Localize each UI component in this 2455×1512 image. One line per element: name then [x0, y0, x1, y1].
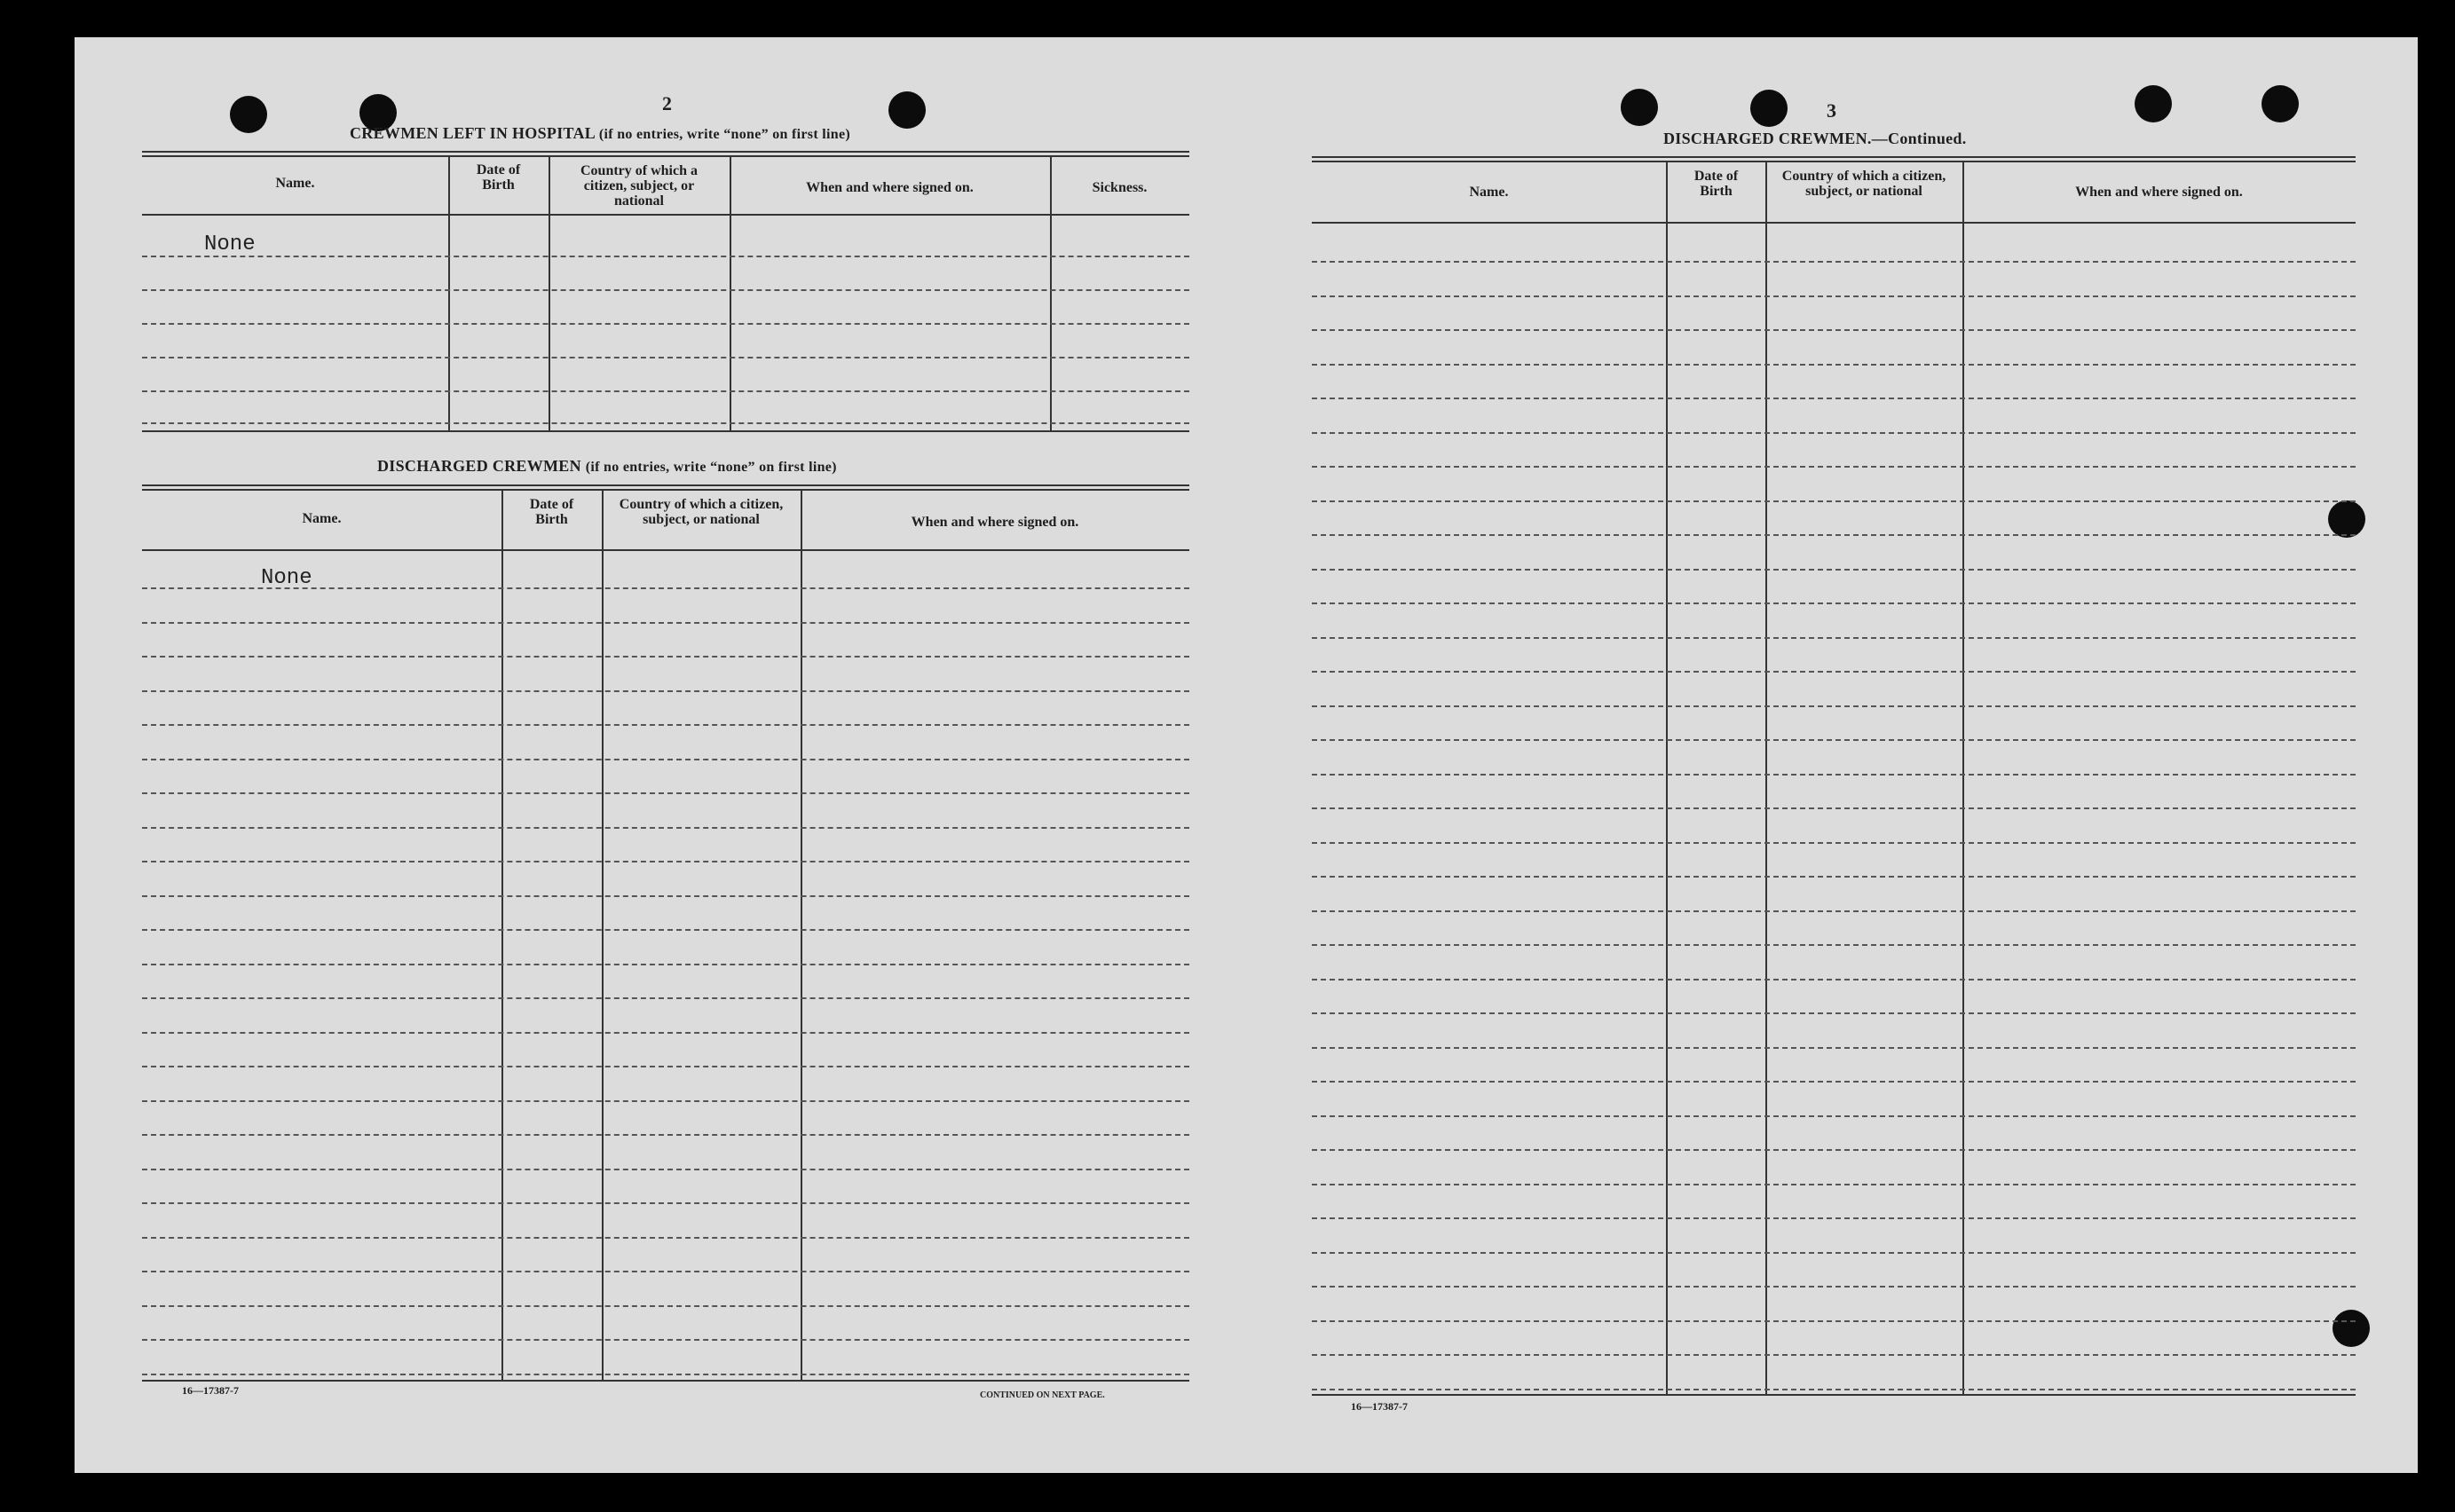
entry-line	[1312, 1115, 2356, 1117]
column-header-signed-on: When and where signed on.	[911, 515, 1079, 530]
entry-line	[1312, 705, 2356, 707]
column-header-name: Name.	[302, 511, 342, 526]
column-header-name: Name.	[275, 176, 315, 191]
hospital-section-title	[350, 124, 850, 143]
form-sheet	[75, 37, 2418, 1473]
rule	[142, 151, 1189, 153]
entry-line	[1312, 979, 2356, 980]
rule	[142, 430, 1189, 432]
entry-line	[1312, 1012, 2356, 1014]
column-divider	[448, 157, 450, 430]
entry-line	[1312, 329, 2356, 331]
entry-line	[1312, 1184, 2356, 1185]
rule	[1312, 222, 2356, 224]
column-divider	[549, 157, 550, 430]
entry-line	[1312, 1389, 2356, 1390]
discharged-continued-title	[1663, 130, 1967, 148]
punch-hole	[230, 96, 267, 133]
entry-line	[142, 1271, 1189, 1272]
entry-line	[142, 759, 1189, 760]
punch-hole	[2262, 85, 2299, 122]
entry-line	[1312, 1047, 2356, 1049]
entry-line	[142, 997, 1189, 999]
column-header-date-of-birth: Date of Birth	[476, 162, 521, 193]
page-number: 2	[662, 92, 672, 114]
entry-line	[1312, 295, 2356, 297]
entry-line	[142, 1202, 1189, 1204]
rule	[142, 214, 1189, 216]
entry-line	[1312, 637, 2356, 639]
entry-line	[1312, 569, 2356, 571]
entry-line	[1312, 602, 2356, 604]
entry-line	[142, 256, 1189, 257]
entry-line	[1312, 1252, 2356, 1254]
entry-line	[1312, 739, 2356, 741]
entry-line	[1312, 807, 2356, 809]
entry-line	[142, 964, 1189, 965]
entry-line	[142, 895, 1189, 897]
entry-line	[142, 827, 1189, 829]
entry-line	[1312, 671, 2356, 673]
entry-line	[1312, 1081, 2356, 1083]
entry-line	[142, 622, 1189, 624]
entry-line	[1312, 364, 2356, 366]
column-header-country: Country of which a citizen, subject, or national	[580, 163, 698, 209]
rule	[142, 484, 1189, 486]
column-header-country: Country of which a citizen, subject, or national	[1781, 169, 1946, 199]
column-divider	[730, 157, 731, 430]
entry-line	[1312, 466, 2356, 468]
entry-line	[142, 792, 1189, 794]
entry-line	[142, 1066, 1189, 1067]
entry-line	[1312, 944, 2356, 946]
rule	[1312, 156, 2356, 158]
section-title-suffix: —Continued.	[1871, 130, 1967, 147]
entry-line	[142, 357, 1189, 358]
rule	[142, 489, 1189, 491]
entry-line	[142, 1100, 1189, 1102]
column-divider	[501, 491, 503, 1382]
entry-line	[142, 1339, 1189, 1341]
form-number: 16—17387-7	[1351, 1400, 1408, 1413]
entry-line	[1312, 500, 2356, 502]
page-number: 3	[1827, 99, 1836, 122]
continued-note: CONTINUED ON NEXT PAGE.	[980, 1390, 1105, 1400]
entry-line	[142, 690, 1189, 692]
entry-line	[1312, 398, 2356, 399]
rule	[142, 549, 1189, 551]
entry-line	[142, 390, 1189, 392]
rule	[1312, 161, 2356, 162]
punch-hole	[2333, 1310, 2370, 1347]
rule	[142, 155, 1189, 157]
column-header-name: Name.	[1469, 185, 1509, 200]
column-header-date-of-birth: Date of Birth	[1693, 169, 1739, 199]
punch-hole	[2328, 500, 2365, 538]
entry-line	[1312, 1217, 2356, 1219]
section-instruction: (if no entries, write “none” on first line)	[585, 460, 837, 475]
discharged-entry: None	[261, 566, 312, 590]
entry-line	[1312, 1286, 2356, 1288]
entry-line	[142, 656, 1189, 658]
column-divider	[801, 491, 802, 1382]
entry-line	[1312, 1354, 2356, 1356]
column-header-signed-on: When and where signed on.	[2075, 185, 2243, 200]
entry-line	[142, 422, 1189, 424]
entry-line	[1312, 876, 2356, 878]
column-divider	[1962, 162, 1964, 1396]
entry-line	[1312, 432, 2356, 434]
section-title-text: CREWMEN LEFT IN HOSPITAL	[350, 124, 596, 142]
entry-line	[1312, 910, 2356, 912]
punch-hole	[888, 91, 926, 129]
entry-line	[1312, 842, 2356, 844]
column-header-country: Country of which a citizen, subject, or national	[619, 497, 784, 527]
entry-line	[1312, 261, 2356, 263]
entry-line	[142, 289, 1189, 291]
entry-line	[142, 1305, 1189, 1307]
column-divider	[1765, 162, 1767, 1396]
column-divider	[602, 491, 604, 1382]
entry-line	[142, 724, 1189, 726]
entry-line	[1312, 774, 2356, 776]
entry-line	[142, 1237, 1189, 1239]
form-number: 16—17387-7	[182, 1384, 239, 1397]
rule	[1312, 1394, 2356, 1396]
hospital-entry: None	[204, 232, 256, 256]
entry-line	[142, 1032, 1189, 1034]
punch-hole	[1621, 89, 1658, 126]
entry-line	[1312, 1149, 2356, 1151]
entry-line	[142, 1374, 1189, 1375]
section-title-text: DISCHARGED CREWMEN	[377, 457, 581, 475]
entry-line	[142, 1134, 1189, 1136]
entry-line	[1312, 1320, 2356, 1322]
column-header-date-of-birth: Date of Birth	[529, 497, 574, 527]
discharged-section-title	[377, 457, 837, 476]
entry-line	[142, 1169, 1189, 1170]
rule	[142, 1380, 1189, 1382]
section-instruction: (if no entries, write “none” on first line)	[598, 127, 850, 142]
entry-line	[142, 929, 1189, 931]
column-header-sickness: Sickness.	[1092, 180, 1148, 195]
punch-hole	[2135, 85, 2172, 122]
entry-line	[142, 861, 1189, 862]
column-header-signed-on: When and where signed on.	[806, 180, 974, 195]
entry-line	[1312, 534, 2356, 536]
column-divider	[1050, 157, 1052, 430]
section-title-text: DISCHARGED CREWMEN.	[1663, 130, 1872, 147]
column-divider	[1666, 162, 1668, 1396]
entry-line	[142, 323, 1189, 325]
punch-hole	[1750, 90, 1788, 127]
